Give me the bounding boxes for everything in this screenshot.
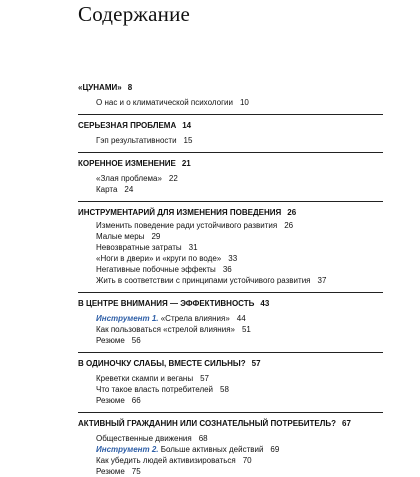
page-number: 43: [260, 299, 270, 308]
toc-entry[interactable]: «Злая проблема» 22: [96, 174, 178, 183]
toc-section-heading[interactable]: ИНСТРУМЕНТАРИЙ ДЛЯ ИЗМЕНЕНИЯ ПОВЕДЕНИЯ 26: [78, 208, 297, 217]
page-number: 69: [270, 445, 280, 454]
page-number: 21: [181, 159, 191, 168]
tool-label: Инструмент 1.: [96, 314, 159, 323]
toc-entry[interactable]: Жить в соответствии с принципами устойчивого развития 37: [96, 276, 327, 285]
toc-section-heading[interactable]: АКТИВНЫЙ ГРАЖДАНИН ИЛИ СОЗНАТЕЛЬНЫЙ ПОТРЕБИТЕЛЬ? 67: [78, 419, 351, 428]
toc-entry[interactable]: О нас и о климатической психологии 10: [96, 98, 249, 107]
toc-entry[interactable]: Резюме 75: [96, 467, 141, 476]
page-number: 44: [236, 314, 246, 323]
page-number: 36: [222, 265, 232, 274]
toc-section-heading[interactable]: «ЦУНАМИ» 8: [78, 83, 133, 92]
page-number: 58: [220, 385, 229, 394]
toc-section: [78, 114, 383, 146]
page-number: 68: [198, 434, 208, 443]
page-number: 24: [124, 185, 134, 194]
toc-entry[interactable]: Малые меры 29: [96, 232, 161, 241]
toc-entry[interactable]: «Ноги в двери» и «круги по воде» 33: [96, 254, 238, 263]
toc-entry[interactable]: Гэп результативности 15: [96, 136, 193, 145]
page-number: 37: [317, 276, 327, 285]
page-number: 33: [228, 254, 238, 263]
toc-section-heading[interactable]: КОРЕННОЕ ИЗМЕНЕНИЕ 21: [78, 159, 191, 168]
toc-section: [78, 292, 383, 346]
toc-section-heading[interactable]: В ОДИНОЧКУ СЛАБЫ, ВМЕСТЕ СИЛЬНЫ? 57: [78, 359, 261, 368]
toc-section-heading[interactable]: СЕРЬЕЗНАЯ ПРОБЛЕМА 14: [78, 121, 192, 130]
page-number: 51: [241, 325, 251, 334]
page-number: 57: [251, 359, 261, 368]
tool-label: Инструмент 2.: [96, 445, 159, 454]
toc-entry[interactable]: Инструмент 1. «Стрела влияния» 44: [96, 314, 246, 323]
toc-entry[interactable]: Общественные движения 68: [96, 434, 208, 443]
table-of-contents: [78, 82, 383, 477]
page-number: 70: [242, 456, 252, 465]
page-number: 22: [168, 174, 178, 183]
page-number: 66: [131, 396, 141, 405]
toc-entry[interactable]: Резюме 66: [96, 396, 141, 405]
page-number: 57: [200, 374, 209, 383]
toc-entry[interactable]: Резюме 56: [96, 336, 141, 345]
toc-section: [78, 201, 383, 286]
page-title: Содержание: [78, 2, 191, 26]
toc-entry[interactable]: Креветки скампи и веганы 57: [96, 374, 209, 383]
toc-entry[interactable]: Невозвратные затраты 31: [96, 243, 198, 252]
page-number: 8: [127, 83, 133, 92]
toc-section: [78, 152, 383, 195]
page-number: 56: [131, 336, 141, 345]
toc-entry[interactable]: Карта 24: [96, 185, 134, 194]
toc-entry[interactable]: Инструмент 2. Больше активных действий 69: [96, 445, 280, 454]
page-number: 29: [151, 232, 161, 241]
page-number: 26: [284, 221, 294, 230]
page-number: 75: [131, 467, 141, 476]
toc-section: [78, 412, 383, 477]
toc-entry[interactable]: Как убедить людей активизироваться 70: [96, 456, 252, 465]
page-number: 14: [182, 121, 192, 130]
page-number: 15: [183, 136, 193, 145]
page-number: 31: [188, 243, 198, 252]
page-number: 10: [239, 98, 249, 107]
page-number: 26: [287, 208, 297, 217]
toc-entry[interactable]: Что такое власть потребителей 58: [96, 385, 229, 394]
toc-entry[interactable]: Изменить поведение ради устойчивого развития 26: [96, 221, 294, 230]
toc-section-heading[interactable]: В ЦЕНТРЕ ВНИМАНИЯ — ЭФФЕКТИВНОСТЬ 43: [78, 299, 270, 308]
toc-entry[interactable]: Как пользоваться «стрелой влияния» 51: [96, 325, 251, 334]
toc-entry[interactable]: Негативные побочные эффекты 36: [96, 265, 232, 274]
page-number: 67: [342, 419, 351, 428]
toc-section: [78, 82, 383, 108]
toc-section: [78, 352, 383, 406]
